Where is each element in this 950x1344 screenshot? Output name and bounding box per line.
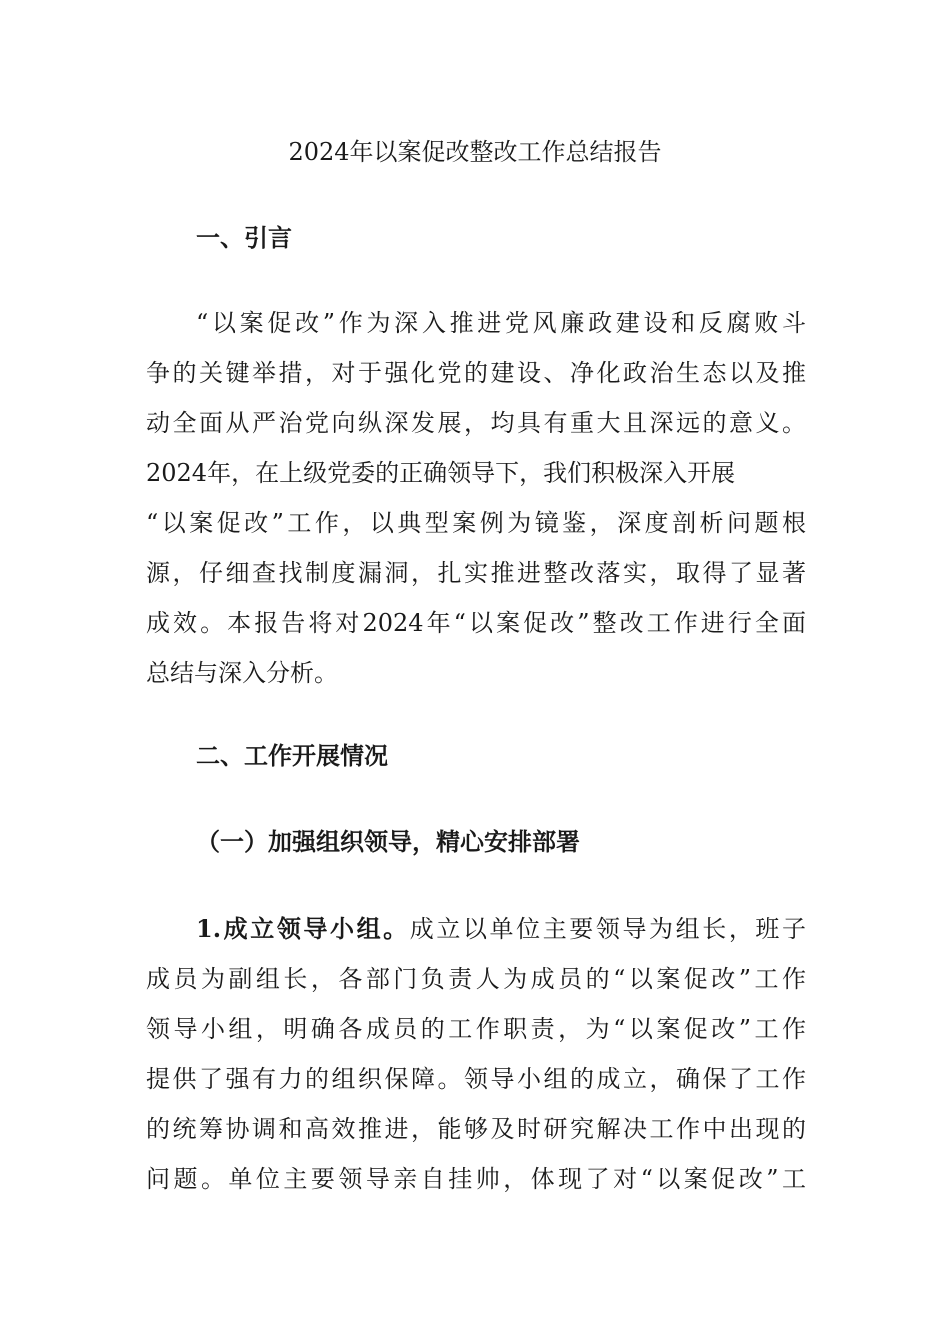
paragraph-line: “以案促改”工作，以典型案例为镜鉴，深度剖析问题根: [146, 509, 806, 537]
paragraph-line: 2024年，在上级党委的正确领导下，我们积极深入开展: [146, 459, 736, 487]
paragraph-line: 成员为副组长，各部门负责人为成员的“以案促改”工作: [146, 965, 806, 993]
item-lead-text: 1.成立领导小组。: [196, 914, 410, 943]
introduction-paragraph: [146, 298, 806, 698]
paragraph-line: 成效。本报告将对2024年“以案促改”整改工作进行全面: [146, 609, 806, 637]
paragraph-line: 领导小组，明确各成员的工作职责，为“以案促改”工作: [146, 1015, 806, 1043]
paragraph-line: 总结与深入分析。: [146, 659, 338, 687]
section-heading-introduction: 一、引言: [196, 223, 292, 252]
paragraph-line: 问题。单位主要领导亲自挂帅，体现了对“以案促改”工: [146, 1165, 806, 1193]
paragraph-line: 提供了强有力的组织保障。领导小组的成立，确保了工作: [146, 1065, 806, 1093]
paragraph-line: 动全面从严治党向纵深发展，均具有重大且深远的意义。: [146, 409, 806, 437]
paragraph-line: 争的关键举措，对于强化党的建设、净化政治生态以及推: [146, 359, 806, 387]
paragraph-line: [146, 904, 806, 954]
section-heading-work-progress: 二、工作开展情况: [196, 741, 388, 770]
paragraph-line: 源，仔细查找制度漏洞，扎实推进整改落实，取得了显著: [146, 559, 806, 587]
subsection-heading-organization: （一）加强组织领导，精心安排部署: [196, 827, 580, 856]
item-first-line-text: 成立以单位主要领导为组长，班子: [409, 915, 806, 943]
item-paragraph-leadership-group: [146, 904, 806, 1204]
document-title: 2024年以案促改整改工作总结报告: [288, 138, 662, 166]
paragraph-line: 的统筹协调和高效推进，能够及时研究解决工作中出现的: [146, 1115, 806, 1143]
paragraph-line: “以案促改”作为深入推进党风廉政建设和反腐败斗: [196, 309, 806, 337]
